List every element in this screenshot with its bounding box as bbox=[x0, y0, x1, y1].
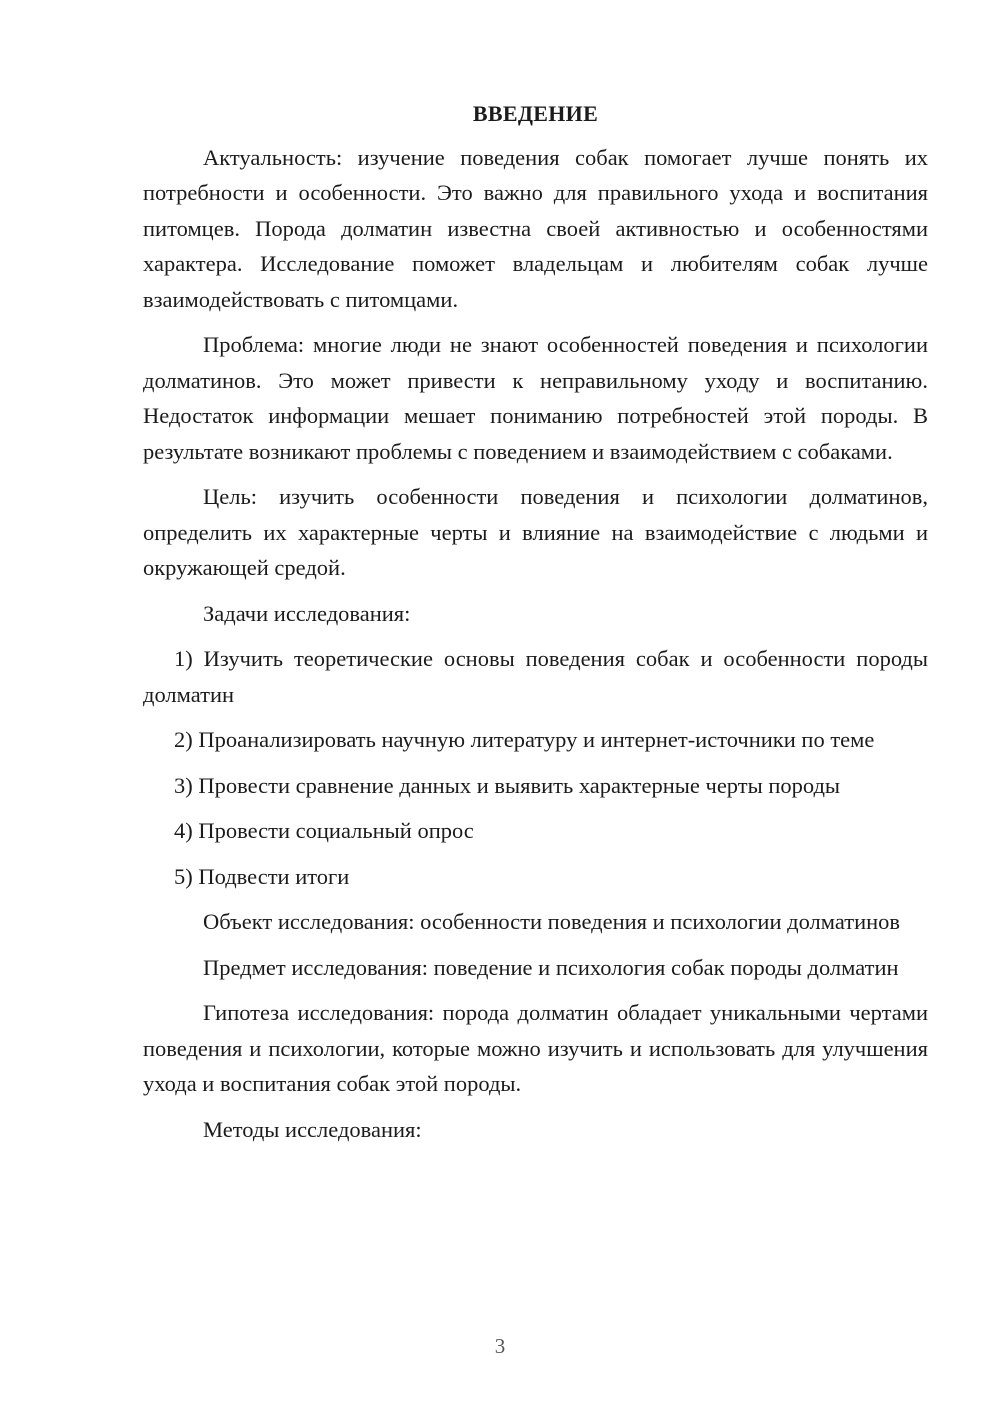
tasks-heading: Задачи исследования: bbox=[203, 600, 411, 626]
task-item: 5) Подвести итоги bbox=[174, 863, 350, 889]
subject-paragraph: Предмет исследования: поведение и психология собак породы долматин bbox=[203, 954, 899, 980]
hypothesis-paragraph: Гипотеза исследования: порода долматин обладает уникальными чертами поведения и психологии, которые можно изучить и использовать для улучшения ухода и воспитания собак этой породы. bbox=[143, 1000, 928, 1096]
page-content bbox=[143, 96, 928, 1157]
goal-paragraph: Цель: изучить особенности поведения и психологии долматинов, определить их характерные черты и влияние на взаимодействие с людьми и окружающей средой. bbox=[143, 484, 928, 580]
task-item: 3) Провести сравнение данных и выявить характерные черты породы bbox=[174, 772, 841, 798]
methods-heading: Методы исследования: bbox=[203, 1116, 422, 1142]
task-item: 1) Изучить теоретические основы поведения собак и особенности породы долматин bbox=[143, 646, 928, 707]
task-item: 2) Проанализировать научную литературу и интернет-источники по теме bbox=[174, 727, 875, 752]
object-paragraph: Объект исследования: особенности поведения и психологии долматинов bbox=[203, 909, 901, 934]
page-title: ВВЕДЕНИЕ bbox=[472, 101, 599, 126]
page-number: 3 bbox=[494, 1334, 506, 1358]
task-item: 4) Провести социальный опрос bbox=[174, 818, 474, 843]
relevance-paragraph: Актуальность: изучение поведения собак помогает лучше понять их потребности и особенности. Это важно для правильного ухода и воспитания питомцев. Порода долматин известна своей активностью и особенностями характера. Исследование поможет владельцам и любителям собак лучше взаимодействовать с питомцами. bbox=[143, 144, 928, 312]
problem-paragraph: Проблема: многие люди не знают особенностей поведения и психологии долматинов. Это может привести к неправильному уходу и воспитанию. Недостаток информации мешает пониманию потребностей этой породы. В результате возникают проблемы с поведением и взаимодействием с собаками. bbox=[143, 332, 928, 464]
